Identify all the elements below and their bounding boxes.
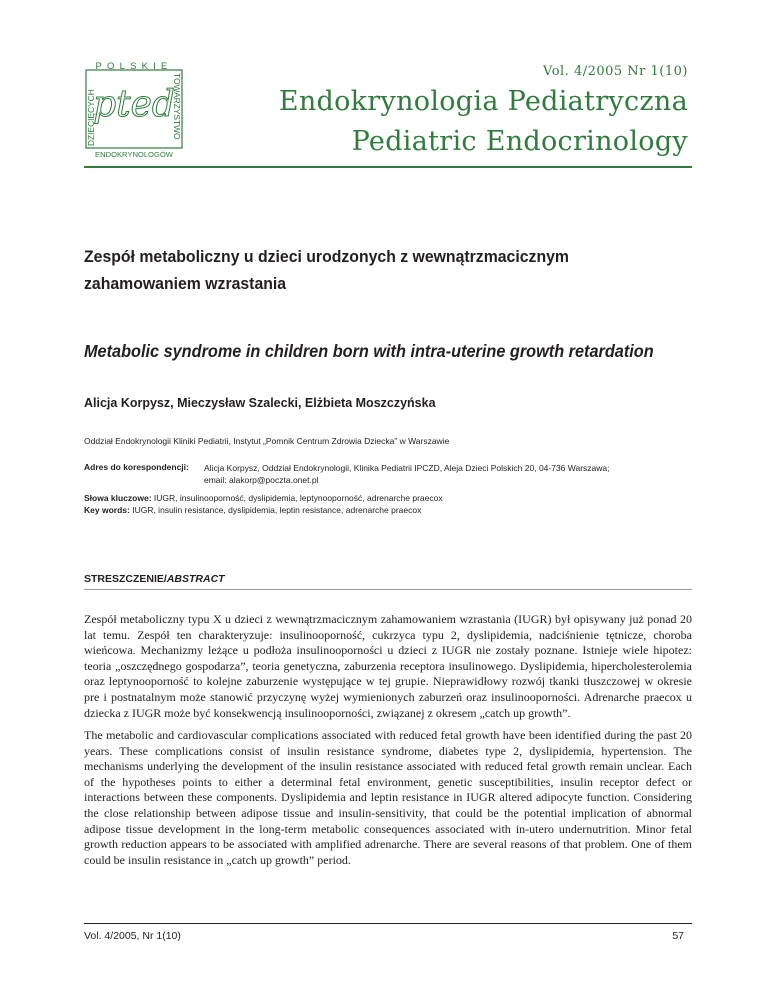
footer-rule bbox=[84, 923, 692, 924]
keywords-en-text: IUGR, insulin resistance, dyslipidemia, leptin resistance, adrenarche praecox bbox=[132, 505, 422, 515]
abstract-pl: Zespół metaboliczny typu X u dzieci z wewnątrzmacicznym zahamowaniem wzrastania (IUGR) był opisywany już ponad 20 lat temu. Zespół ten charakteryzuje: insulinooporność, cukrzyca typu 2, dyslipidemia, nadciśnienie tętnicze, choroba wieńcowa. Mechanizmy leżące u podłoża insulinooporności u dzieci z IUGR nie zostały poznane. Istnieje wiele hipotez: teoria „oszczędnego gospodarza”, teoria genetyczna, zaburzenia receptora insulinowego. Dyslipidemia, hipercholesterolemia oraz leptynooporność to kolejne zaburzenie występujące w tej grupie. Nieprawidłowy rozwój tkanki tłuszczowej w okresie pre i postnatalnym może stanowić przyczynę wyżej wymienionych zaburzeń oraz insulinooporności. Adrenarche praecox u dziecka z IUGR może być konsekwencją insulinooporności, związanej z okresem „catch up growth”. bbox=[84, 612, 692, 720]
abstract-en: The metabolic and cardiovascular complications associated with reduced fetal growth have been identified during the past 20 years. These complications consist of insulin resistance syndrome, diabetes type 2, dyslipidemia, hypertension. The mechanisms underlying the development of the insulin resistance associated with reduced fetal growth remain unclear. Each of the hypotheses points to either a determinal fetal environment, genetic susceptibilities, insulin receptor defect or interactions between these components. Dyslipidemia and leptin resistance in IUGR altered adipocyte function. Considering the close relationship between adipose tissue and insulin-sensitivity, that could be the potential implication of abnormal adipose tissue development in the long-term metabolic consequences associated with in-utero undernutrition. Minor fetal growth reduction appears to be associated with amplified adrenarche. There are several reasons of that problem. One of them could be insulin resistance in „catch up growth” period. bbox=[84, 728, 692, 867]
keywords-en-label: Key words: bbox=[84, 505, 130, 515]
keywords-pl-label: Słowa kluczowe: bbox=[84, 493, 152, 503]
logo-monogram: pted bbox=[93, 84, 175, 125]
logo-left-text: DZIECIĘCYCH bbox=[86, 89, 96, 146]
volume-issue: Vol. 4/2005 Nr 1(10) bbox=[543, 64, 688, 79]
journal-title-pl: Endokrynologia Pediatryczna bbox=[278, 86, 688, 117]
keywords-pl-text: IUGR, insulinooporność, dyslipidemia, leptynooporność, adrenarche praecox bbox=[153, 493, 443, 503]
abstract-heading-pl: STRESZCZENIE/ bbox=[84, 573, 167, 585]
affiliation: Oddział Endokrynologii Kliniki Pediatrii, Instytut „Pomnik Centrum Zdrowia Dziecka” w Warszawie bbox=[84, 436, 450, 446]
logo-right-text: TOWARZYSTWO bbox=[172, 73, 182, 140]
correspondence-address bbox=[204, 462, 674, 486]
correspondence-line1: Alicja Korpysz, Oddział Endokrynologii, Klinika Pediatrii IPCZD, Aleja Dzieci Polskich 20, 04-736 Warszawa; bbox=[204, 463, 610, 473]
correspondence-label: Adres do korespondencji: bbox=[84, 462, 189, 472]
abstract-rule bbox=[84, 589, 692, 590]
page-number: 57 bbox=[672, 930, 684, 942]
header-rule bbox=[84, 166, 692, 168]
authors: Alicja Korpysz, Mieczysław Szalecki, Elżbieta Moszczyńska bbox=[84, 396, 436, 410]
keywords-en bbox=[84, 505, 421, 515]
footer-issue: Vol. 4/2005, Nr 1(10) bbox=[84, 930, 181, 942]
abstract-heading bbox=[84, 573, 225, 585]
article-title-pl bbox=[84, 243, 642, 297]
title-pl-line1: Zespół metaboliczny u dzieci urodzonych z wewnątrzmacicznym bbox=[84, 247, 569, 266]
logo-top-text: POLSKIE bbox=[95, 61, 173, 72]
journal-logo bbox=[84, 60, 184, 160]
abstract-heading-en: ABSTRACT bbox=[166, 573, 225, 585]
keywords-pl bbox=[84, 493, 443, 503]
journal-title-en: Pediatric Endocrinology bbox=[351, 126, 688, 157]
pted-logo-icon bbox=[84, 60, 184, 160]
correspondence-email: email: alakorp@poczta.onet.pl bbox=[204, 475, 319, 485]
logo-bottom-text: ENDOKRYNOLOGÓW bbox=[95, 150, 173, 159]
article-title-en: Metabolic syndrome in children born with intra-uterine growth retardation bbox=[84, 341, 654, 361]
title-pl-line2: zahamowaniem wzrastania bbox=[84, 274, 287, 293]
